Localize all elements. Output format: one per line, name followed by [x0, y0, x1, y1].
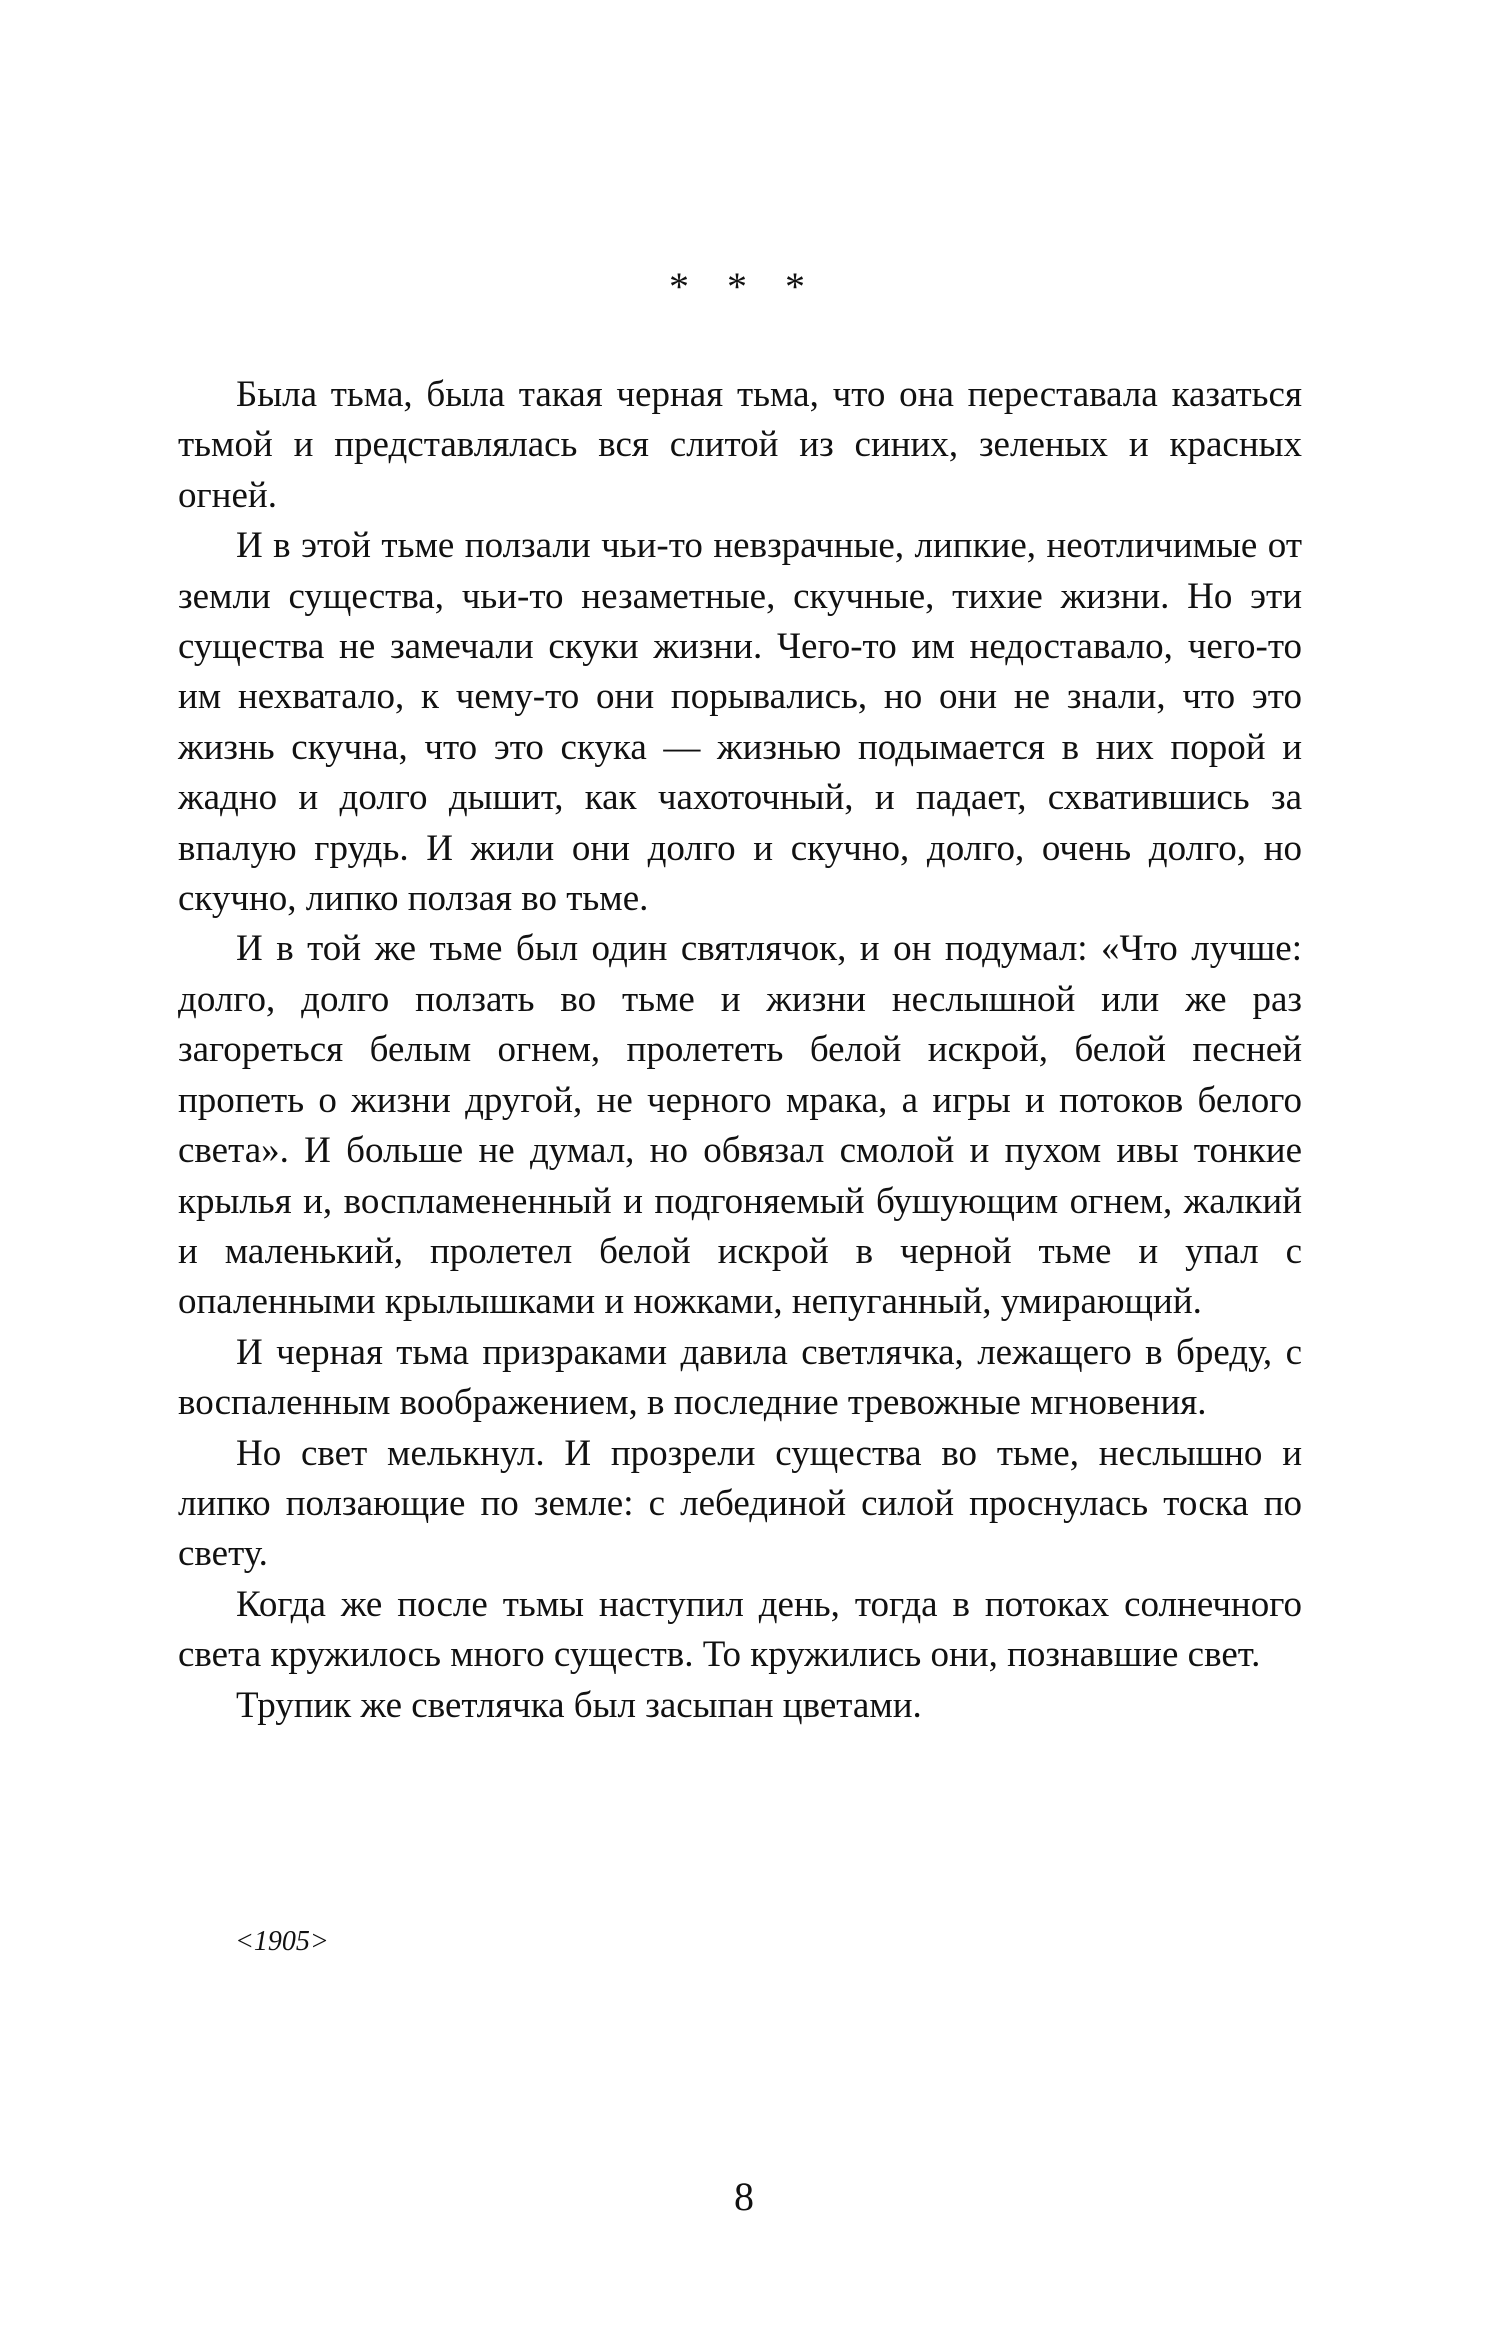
date-note: <1905> [235, 1926, 329, 1957]
page-number: 8 [734, 2174, 754, 2219]
paragraph: Когда же после тьмы наступил день, тогда в потоках солнечного света кружилось много существ. То кружились они, познавшие свет. [178, 1583, 1302, 1676]
paragraph: И черная тьма призраками давила светлячка, лежащего в бреду, с воспаленным воображением, в последние тревожные мгновения. [178, 1331, 1302, 1424]
section-separator: * * * [669, 264, 819, 309]
paragraph: Но свет мелькнул. И прозрели существа во тьме, неслышно и липко ползающие по земле: с лебединой силой проснулась тоска по свету. [178, 1432, 1302, 1575]
paragraph: И в этой тьме ползали чьи-то невзрачные, липкие, неотличимые от земли существа, чьи-то незаметные, скучные, тихие жизни. Но эти существа не замечали скуки жизни. Чего-то им недоставало, чего-то им нехватало, к чему-то они порывались, но они не знали, что это жизнь скучна, что это скука — жизнью подымается в них порой и жадно и долго дышит, как чахоточный, и падает, схватившись за впалую грудь. И жили они долго и скучно, долго, очень долго, но скучно, липко ползая во тьме. [178, 525, 1302, 920]
paragraph: Была тьма, была такая черная тьма, что она переставала казаться тьмой и представлялась вся слитой из синих, зеленых и красных огней. [178, 374, 1302, 516]
text-body [178, 370, 1302, 1731]
paragraph: Трупик же светлячка был засыпан цветами. [236, 1684, 922, 1726]
paragraph: И в той же тьме был один святлячок, и он подумал: «Что лучше: долго, долго ползать во тьме и жизни неслышной или же раз загореться белым огнем, пролететь белой искрой, белой песней пропеть о жизни другой, не черного мрака, а игры и потоков белого света». И больше не думал, но обвязал смолой и пухом ивы тонкие крылья и, воспламененный и подгоняемый бушующим огнем, жалкий и маленький, пролетел белой искрой в черной тьме и упал с опаленными крылышками и ножками, непуганный, умирающий. [178, 928, 1302, 1323]
